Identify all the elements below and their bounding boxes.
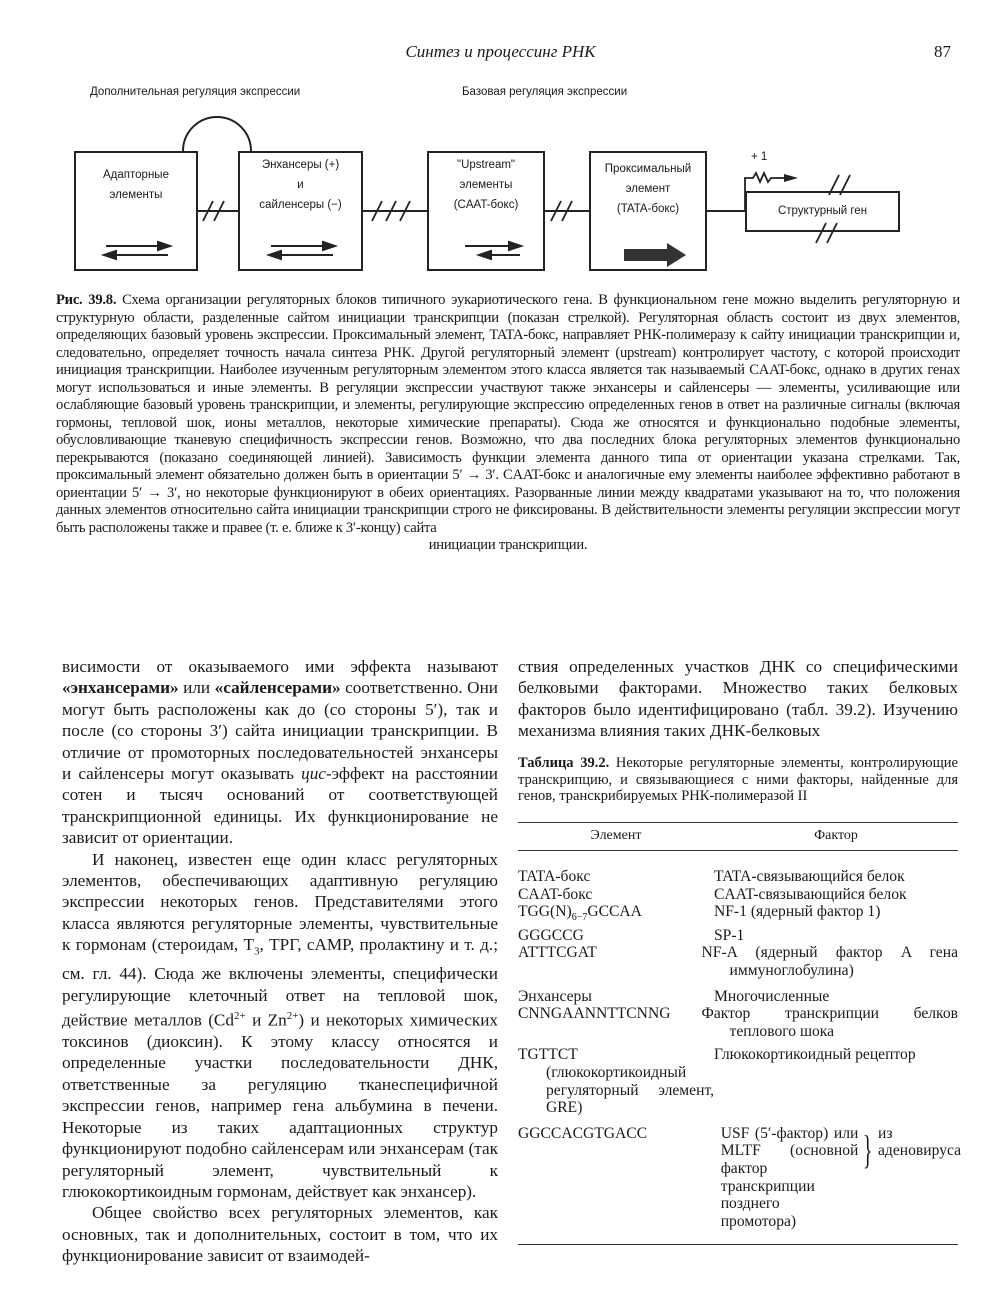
overlap-arc [183,117,251,151]
box-proximal-element [589,151,707,271]
box-text: Проксимальный [604,163,692,175]
table-body [518,868,962,1230]
box-structural-gene [745,191,900,232]
superscript: 2+ [234,1009,246,1022]
figure-label-basal: Базовая регуляция экспрессии [462,86,628,98]
cell-factor: USF (5′-фактор) или MLTF (основной фактор транскрипции позднего промотора) [720,1124,859,1230]
term-enhancers: «энхансерами» [62,678,179,698]
table-row [518,868,958,886]
cell-element: TGTTCT (глюкокортикоидный регуляторный элемент, GRE) [518,1046,714,1117]
box-text: (CAAT-бокс) [453,199,519,211]
cell-element: GGGCCG [518,926,584,944]
text: соответственно. Они могут быть расположены как до (со стороны 5′), так и после (со стороны 3′) сайта инициации транскрипции. В отличие от промоторных последовательностей энхансеры и сайленсеры могут оказывать [62,678,498,784]
figure-label-additional: Дополнительная регуляция экспрессии [90,86,301,98]
table-row [518,1046,958,1116]
cell-factor: Фактор транскрипции белков теплового шока [701,1005,958,1040]
text: ) и некоторых химических токсинов (диоксин). К этому классу относятся и определенные участки последовательности ДНК, ответственные за регуляцию тканеспецифичной экспрессии генов, например гена альбумина в печени. Некоторые из таких адаптационных структур функционируют подобно сайленсерам или энхансерам (так регуляторный элемент, чувствительный к глюкокортикоидным гормонам, действует как энхансер). [62,1010,498,1201]
page-number: 87 [934,42,951,61]
start-site-label: + 1 [751,151,768,163]
body-left-column [62,656,498,1267]
table-header-element: Элемент [590,828,642,843]
box-text: Структурный ген [777,205,868,217]
box-text: "Upstream" [456,159,515,171]
box-text: Адапторные [103,169,169,181]
box-text: сайленсеры (−) [259,199,342,211]
text: и Zn [245,1010,287,1030]
box-upstream-elements [427,151,545,271]
text: , ТРГ, cAMP, пролактину и т. д.; см. гл. 44). Сюда же включены элементы, специфически регулирующие клеточный ответ на тепловой шок, действие металлов (Cd [62,935,498,1030]
brace-icon: } [863,1126,873,1172]
box-text: элементы [459,179,513,191]
text: TGG(N) [518,903,572,921]
subscript: 6−7 [571,912,588,924]
table-row [518,1005,958,1040]
cell-element: ATTTCGAT [518,944,597,962]
box-adapter-elements [74,151,198,271]
table-header-rule [518,850,958,851]
table-bottom-rule [518,1244,958,1245]
box-text: и [297,179,304,191]
text: И наконец, известен еще один класс регуляторных элементов, обеспечивающих адаптивную регуляцию экспрессии некоторых генов. Представителями этого класса являются регуляторные элементы, чувствительные к гормонам (стероидам, T [62,849,498,955]
figure-caption [56,292,960,555]
subscript: 3 [254,945,260,958]
figure-caption-text: Схема организации регуляторных блоков типичного эукариотического гена. В функциональном гене можно выделить регуляторную и структурную области, разделенные сайтом инициации транскрипции (показан стрелкой). Регуляторная область состоит из двух элементов, определяющих базовый уровень экспрессии. Проксимальный элемент, TATA-бокс, направляет РНК-полимеразу к сайту инициации транскрипции и, следовательно, определяет точность начала синтеза РНК. Другой регуляторный элемент (upstream) контролирует частоту, с которой происходит инициация транскрипции. Наиболее изученным регуляторным элементом этого класса является так называемый CAAT-бокс, однако в других генах могут использоваться и иные элементы. В регуляции экспрессии участвуют также энхансеры и сайленсеры — элементы, усиливающие или ослабляющие базовый уровень транскрипции, и элементы, регулирующие экспрессию определенных генов в ответ на различные сигналы (включая гормоны, тепловой шок, ионы металлов, некоторые химические препараты). Сюда же относятся и функционально подобные элементы, обусловливающие тканевую специфичность экспрессии генов. Возможно, что два последних блока регуляторных элементов функционально перекрываются (показано соединяющей линией). Зависимость функции элемента данного типа от ориентации указана стрелками. Так, проксимальный элемент обязательно должен быть в ориентации 5′ → 3′. CAAT-бокс и аналогичные ему элементы наиболее эффективно работают в ориентации 5′ → 3′, но некоторые функционируют в обеих ориентациях. Разорванные линии между квадратами указывают на то, что положения данных элементов относительно сайта инициации транскрипции строго не фиксированы. В действительности элементы регуляции экспрессии могут быть расположены также и правее (т. е. ближе к 3′-концу) сайта [56,292,960,536]
table-row [518,886,958,904]
start-site-arrow [784,174,798,182]
paragraph: Общее свойство всех регуляторных элементов, как основных, так и дополнительных, состоит в том, что их функционирование зависит от взаимодей- [62,1203,498,1266]
text: GCCAA [587,903,642,921]
cell-element: Энхансеры [518,987,592,1005]
table-row [518,903,958,927]
cell-factor: SP-1 [714,926,745,944]
cell-element: CAAT-бокс [518,885,593,903]
cell-factor: NF-1 (ядерный фактор 1) [714,903,881,921]
box-text: элементы [109,189,163,201]
superscript: 2+ [286,1009,299,1022]
table-header-factor: Фактор [814,828,858,843]
figure-caption-label: Рис. 39.8. [56,292,117,308]
cell-element: CNNGAANNTTCNNG [518,1005,671,1023]
table-row [518,988,958,1006]
cell-factor-note: из аденовируса [878,1124,962,1160]
term-cis: цис [301,764,326,784]
table-row [518,944,958,979]
cell-factor: NF-A (ядерный фактор A гена иммуноглобулина) [701,944,958,980]
body-right-column [518,656,958,742]
figure-caption-last-line: инициации транскрипции. [428,537,588,553]
table-row [518,1124,962,1231]
box-text: (TATA-бокс) [616,203,680,215]
term-silencers: «сайленсерами» [214,678,341,698]
text: висимости от оказываемого ими эффекта называют [62,657,498,676]
table-label: Таблица 39.2. [518,755,610,771]
box-text: элемент [625,183,671,195]
cell-element: GGCCACGTGACC [518,1124,648,1142]
cell-factor: Глюкокортикоидный рецептор [714,1046,916,1064]
text: -эффект на расстоянии сотен и тысяч оснований от соответствующей транскрипционной единицы. Их функционирование не зависит от ориентации. [62,764,498,848]
paragraph [62,656,498,849]
running-title: Синтез и процессинг РНК [405,42,596,61]
cell-element [518,903,714,927]
cell-element: TATA-бокс [518,868,591,885]
text: или [178,678,215,698]
table-row [518,927,958,945]
paragraph: ствия определенных участков ДНК со специфическими белковыми факторами. Множество таких белковых факторов было идентифицировано (табл. 39.2). Изучению механизма влияния таких ДНК-белковых [518,657,958,741]
cell-factor: TATA-связывающийся белок [714,868,905,885]
table-top-rule [518,822,958,823]
box-text: Энхансеры (+) [261,159,340,171]
table-caption [518,755,958,805]
cell-factor: CAAT-связывающийся белок [714,885,907,903]
paragraph [62,849,498,1203]
box-enhancers-silencers [238,151,363,271]
table-caption-text: Некоторые регуляторные элементы, контролирующие транскрипцию, и связывающиеся с ними факторы, найденные для генов, транскрибируемых РНК-полимеразой II [518,755,958,804]
cell-factor: Многочисленные [714,987,830,1005]
